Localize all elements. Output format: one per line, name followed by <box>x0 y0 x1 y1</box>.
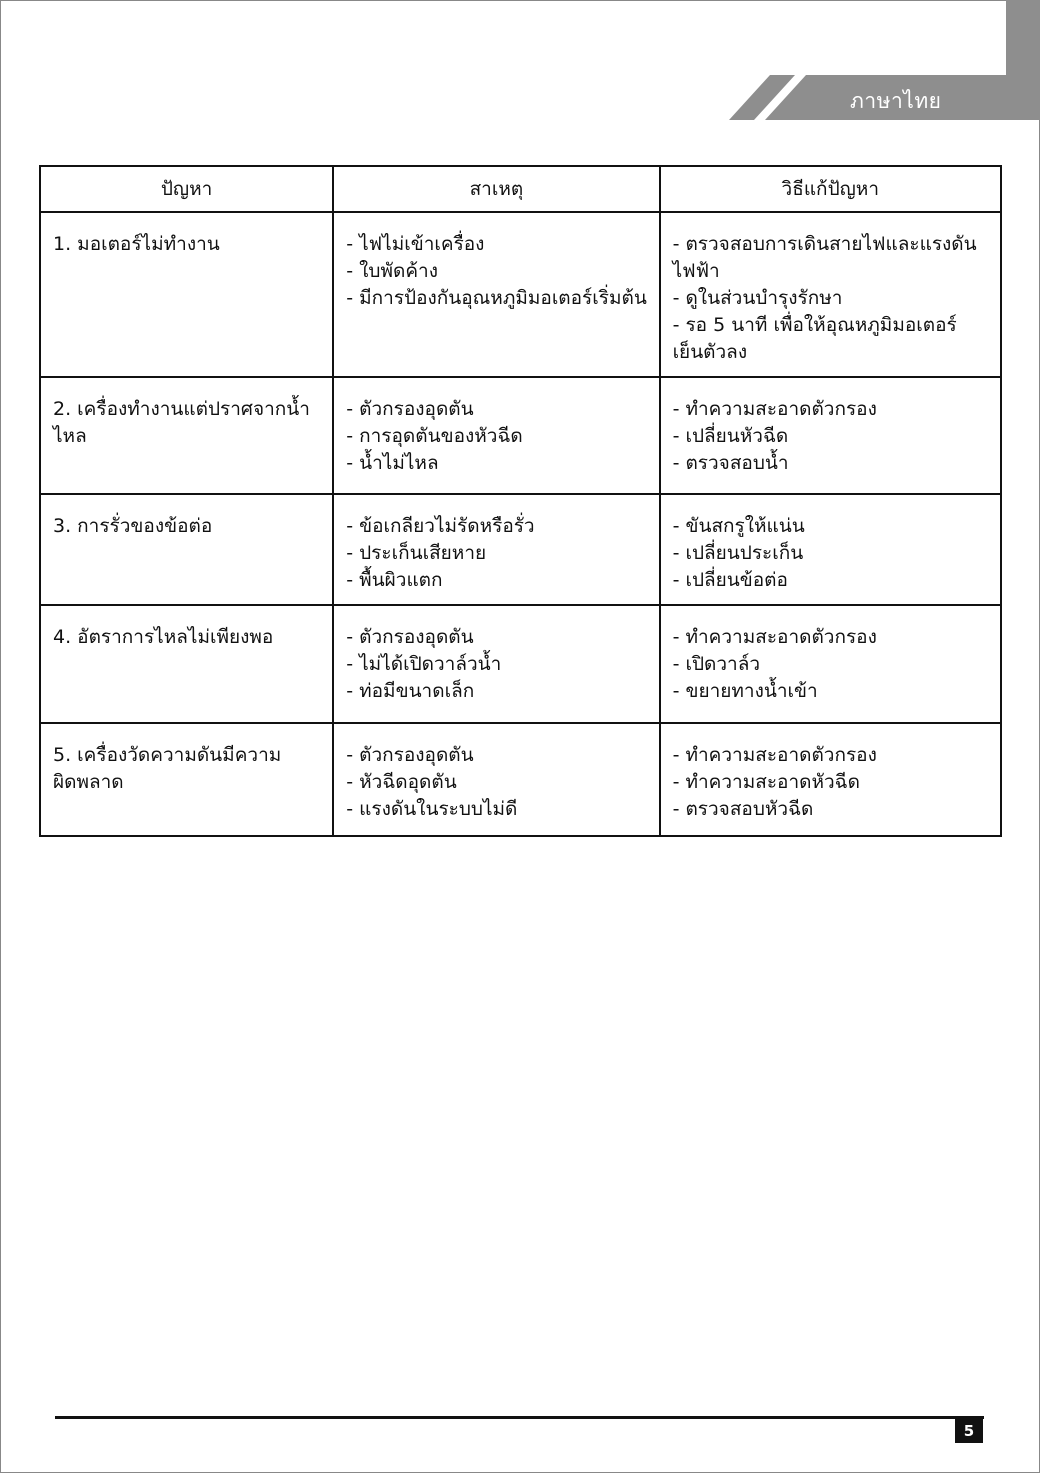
list-item: - ขันสกรูให้แน่น <box>673 513 992 540</box>
header-cause: สาเหตุ <box>333 166 659 212</box>
table-row <box>40 723 1001 836</box>
cause-list <box>346 231 650 312</box>
table-header-row <box>40 166 1001 212</box>
list-item: - ตัวกรองอุดตัน <box>346 396 650 423</box>
solution-list <box>673 513 992 594</box>
cause-cell <box>333 494 659 605</box>
problem-text: 2. เครื่องทำงานแต่ปราศจากน้ำไหล <box>53 398 310 447</box>
list-item: - รอ 5 นาที เพื่อให้อุณหภูมิมอเตอร์ เย็นตัวลง <box>673 312 992 366</box>
problem-text: 1. มอเตอร์ไม่ทำงาน <box>53 233 220 255</box>
list-item: - ทำความสะอาดตัวกรอง <box>673 742 992 769</box>
list-item: - เปลี่ยนหัวฉีด <box>673 423 992 450</box>
problem-text: 3. การรั่วของข้อต่อ <box>53 515 213 537</box>
cause-list <box>346 624 650 705</box>
solution-list <box>673 231 992 366</box>
solution-cell <box>660 605 1001 723</box>
problem-cell <box>40 212 333 377</box>
list-item: - ท่อมีขนาดเล็ก <box>346 678 650 705</box>
troubleshooting-table <box>39 165 1002 837</box>
list-item: - ไม่ได้เปิดวาล์วน้ำ <box>346 651 650 678</box>
cause-list <box>346 513 650 594</box>
list-item: - ข้อเกลียวไม่รัดหรือรั่ว <box>346 513 650 540</box>
list-item: - การอุดตันของหัวฉีด <box>346 423 650 450</box>
cause-cell <box>333 377 659 494</box>
cause-list <box>346 742 650 823</box>
cause-cell <box>333 212 659 377</box>
problem-cell <box>40 377 333 494</box>
solution-list <box>673 396 992 477</box>
list-item: - น้ำไม่ไหล <box>346 450 650 477</box>
list-item: - เปลี่ยนข้อต่อ <box>673 567 992 594</box>
list-item: - เปิดวาล์ว <box>673 651 992 678</box>
solution-cell <box>660 377 1001 494</box>
list-item: - ประเก็นเสียหาย <box>346 540 650 567</box>
list-item: - ทำความสะอาดหัวฉีด <box>673 769 992 796</box>
table-row <box>40 377 1001 494</box>
table-row <box>40 212 1001 377</box>
footer-rule <box>55 1416 984 1419</box>
list-item: - ขยายทางน้ำเข้า <box>673 678 992 705</box>
header-problem: ปัญหา <box>40 166 333 212</box>
solution-list <box>673 624 992 705</box>
list-item: - ทำความสะอาดตัวกรอง <box>673 624 992 651</box>
problem-cell <box>40 605 333 723</box>
list-item: - ดูในส่วนบำรุงรักษา <box>673 285 992 312</box>
list-item: - ทำความสะอาดตัวกรอง <box>673 396 992 423</box>
list-item: - ตรวจสอบการเดินสายไฟและแรงดันไฟฟ้า <box>673 231 992 285</box>
list-item: - มีการป้องกันอุณหภูมิมอเตอร์เริ่มต้น <box>346 285 650 312</box>
problem-cell <box>40 723 333 836</box>
page-number: 5 <box>955 1419 983 1443</box>
list-item: - ใบพัดค้าง <box>346 258 650 285</box>
problem-text: 5. เครื่องวัดความดันมีความ ผิดพลาด <box>53 744 282 793</box>
cause-list <box>346 396 650 477</box>
problem-text: 4. อัตราการไหลไม่เพียงพอ <box>53 626 274 648</box>
solution-cell <box>660 494 1001 605</box>
header-solution: วิธีแก้ปัญหา <box>660 166 1001 212</box>
list-item: - พื้นผิวแตก <box>346 567 650 594</box>
problem-cell <box>40 494 333 605</box>
list-item: - ตัวกรองอุดตัน <box>346 624 650 651</box>
solution-cell <box>660 723 1001 836</box>
solution-list <box>673 742 992 823</box>
list-item: - ตัวกรองอุดตัน <box>346 742 650 769</box>
list-item: - ตรวจสอบหัวฉีด <box>673 796 992 823</box>
table-row <box>40 605 1001 723</box>
list-item: - แรงดันในระบบไม่ดี <box>346 796 650 823</box>
language-label: ภาษาไทย <box>850 89 942 113</box>
list-item: - เปลี่ยนประเก็น <box>673 540 992 567</box>
table-row <box>40 494 1001 605</box>
solution-cell <box>660 212 1001 377</box>
cause-cell <box>333 723 659 836</box>
cause-cell <box>333 605 659 723</box>
list-item: - หัวฉีดอุดตัน <box>346 769 650 796</box>
list-item: - ไฟไม่เข้าเครื่อง <box>346 231 650 258</box>
list-item: - ตรวจสอบน้ำ <box>673 450 992 477</box>
